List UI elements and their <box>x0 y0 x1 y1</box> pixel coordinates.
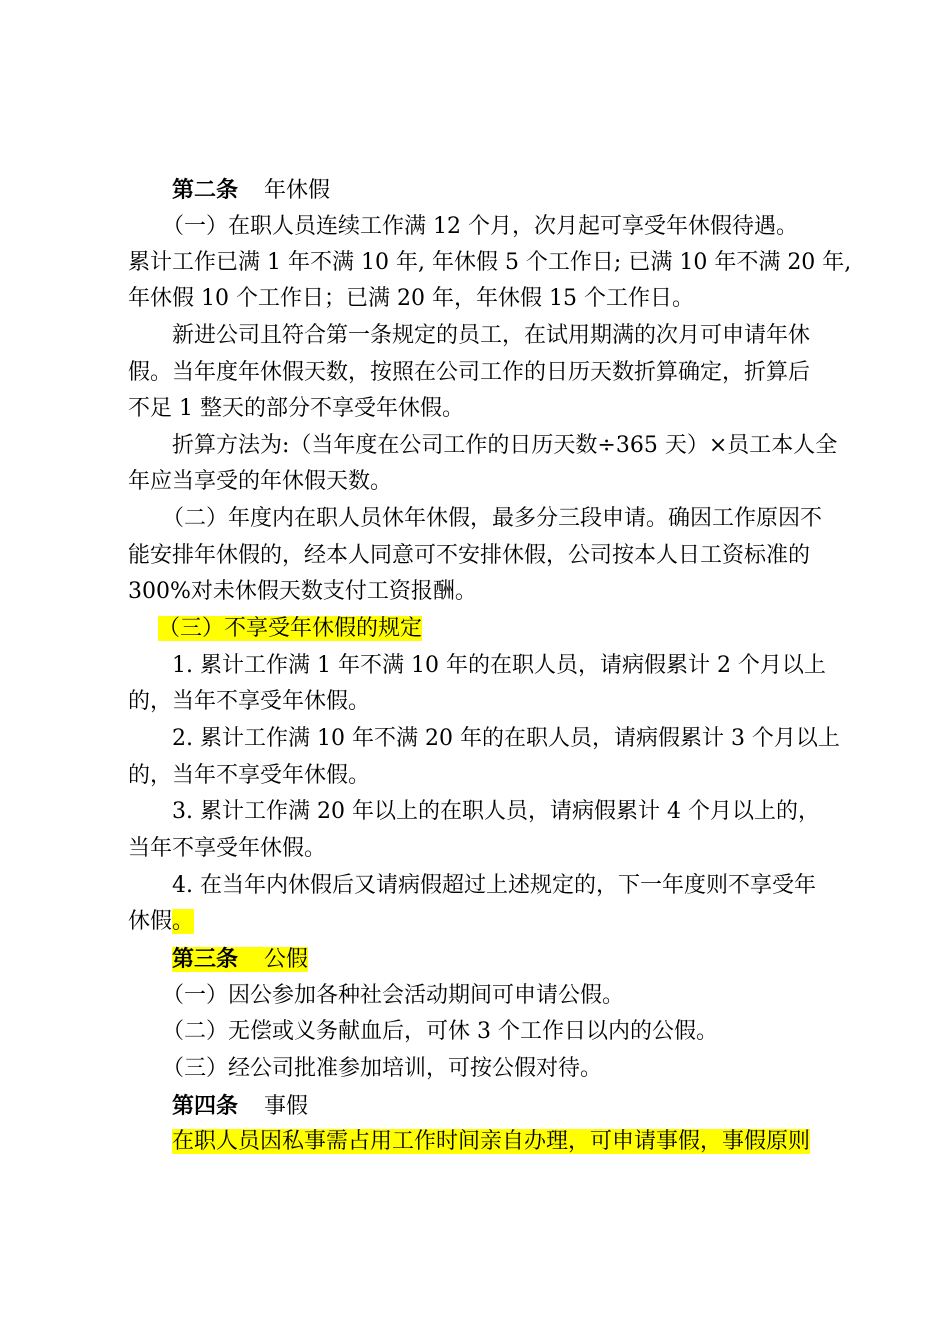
list-item-line <box>128 684 370 720</box>
paragraph-line <box>172 318 810 354</box>
article-3-heading-highlight <box>172 947 308 972</box>
list-item-line <box>172 721 840 757</box>
article-4-heading: 第四条 <box>172 1093 239 1119</box>
list-item-line <box>128 904 194 940</box>
paragraph-line <box>162 209 798 245</box>
article-2-item-1-line-2: 的，当年不享受年休假。 <box>128 689 371 714</box>
article-3-line-3: （三）经公司批准参加培训，可按公假对待。 <box>162 1056 603 1081</box>
paragraph-line <box>158 611 422 647</box>
article-2-sub3-title: （三）不享受年休假的规定 <box>158 616 423 641</box>
paragraph-line <box>162 1014 718 1050</box>
article-2-p2-line-2: 假。当年度年休假天数，按照在公司工作的日历天数折算确定，折算后 <box>128 360 811 385</box>
article-3-title: 公假 <box>264 947 309 972</box>
article-2-item-4-line-2a: 休假 <box>128 909 173 934</box>
article-2-p1-line-3: 年休假 10 个工作日；已满 20 年，年休假 15 个工作日。 <box>128 286 694 311</box>
article-2-p4-line-1: （二）年度内在职人员休年休假，最多分三段申请。确因工作原因不 <box>162 506 823 531</box>
article-3-heading: 第三条 <box>172 946 239 972</box>
paragraph-line <box>128 574 477 610</box>
article-2-p2-line-1: 新进公司且符合第一条规定的员工，在试用期满的次月可申请年休 <box>172 323 811 348</box>
list-item-line <box>128 758 370 794</box>
paragraph-line <box>172 428 837 464</box>
article-3-line-1: （一）因公参加各种社会活动期间可申请公假。 <box>162 983 625 1008</box>
paragraph-line <box>172 1124 810 1160</box>
article-2-item-3-line-2: 当年不享受年休假。 <box>128 836 327 861</box>
article-2-heading-line <box>172 172 330 208</box>
article-2-item-2-line-2: 的，当年不享受年休假。 <box>128 763 371 788</box>
article-4-title: 事假 <box>264 1094 309 1119</box>
article-4-line-1: 在职人员因私事需占用工作时间亲自办理，可申请事假，事假原则 <box>172 1129 811 1154</box>
article-2-title: 年休假 <box>264 178 331 203</box>
list-item-line <box>172 648 826 684</box>
article-2-item-1-line-1: 1. 累计工作满 1 年不满 10 年的在职人员，请病假累计 2 个月以上 <box>172 653 826 678</box>
article-3-line-2: （二）无偿或义务献血后，可休 3 个工作日以内的公假。 <box>162 1019 718 1044</box>
article-2-p3-line-2: 年应当享受的年休假天数。 <box>128 469 393 494</box>
list-item-line <box>128 831 326 867</box>
paragraph-line <box>162 1051 602 1087</box>
paragraph-line <box>128 391 464 427</box>
article-2-p2-line-3: 不足 1 整天的部分不享受年休假。 <box>128 396 464 421</box>
article-2-p4-line-3: 300%对未休假天数支付工资报酬。 <box>128 579 477 604</box>
list-item-line <box>172 794 820 830</box>
paragraph-line <box>128 355 810 391</box>
article-2-item-2-line-1: 2. 累计工作满 10 年不满 20 年的在职人员，请病假累计 3 个月以上 <box>172 726 840 751</box>
paragraph-line <box>128 538 810 574</box>
article-2-item-4-line-1: 4. 在当年内休假后又请病假超过上述规定的，下一年度则不享受年 <box>172 873 816 898</box>
article-2-heading: 第二条 <box>172 177 239 203</box>
paragraph-line <box>128 464 392 500</box>
paragraph-line <box>128 245 852 281</box>
article-2-p1-line-1: （一）在职人员连续工作满 12 个月，次月起可享受年休假待遇。 <box>162 214 798 239</box>
paragraph-line <box>162 501 822 537</box>
article-2-p1-line-2: 累计工作已满 1 年不满 10 年, 年休假 5 个工作日; 已满 10 年不满 20 年, <box>128 250 852 275</box>
list-item-line <box>172 868 816 904</box>
paragraph-line <box>128 281 694 317</box>
article-4-heading-line <box>172 1088 308 1124</box>
article-2-p3-line-1: 折算方法为:（当年度在公司工作的日历天数÷365 天）×员工本人全 <box>172 433 838 458</box>
article-3-heading-line <box>172 941 308 977</box>
article-2-item-4-line-2b: 。 <box>172 909 195 934</box>
article-2-p4-line-2: 能安排年休假的，经本人同意可不安排休假，公司按本人日工资标准的 <box>128 543 811 568</box>
paragraph-line <box>162 978 624 1014</box>
article-2-item-3-line-1: 3. 累计工作满 20 年以上的在职人员，请病假累计 4 个月以上的， <box>172 799 820 824</box>
